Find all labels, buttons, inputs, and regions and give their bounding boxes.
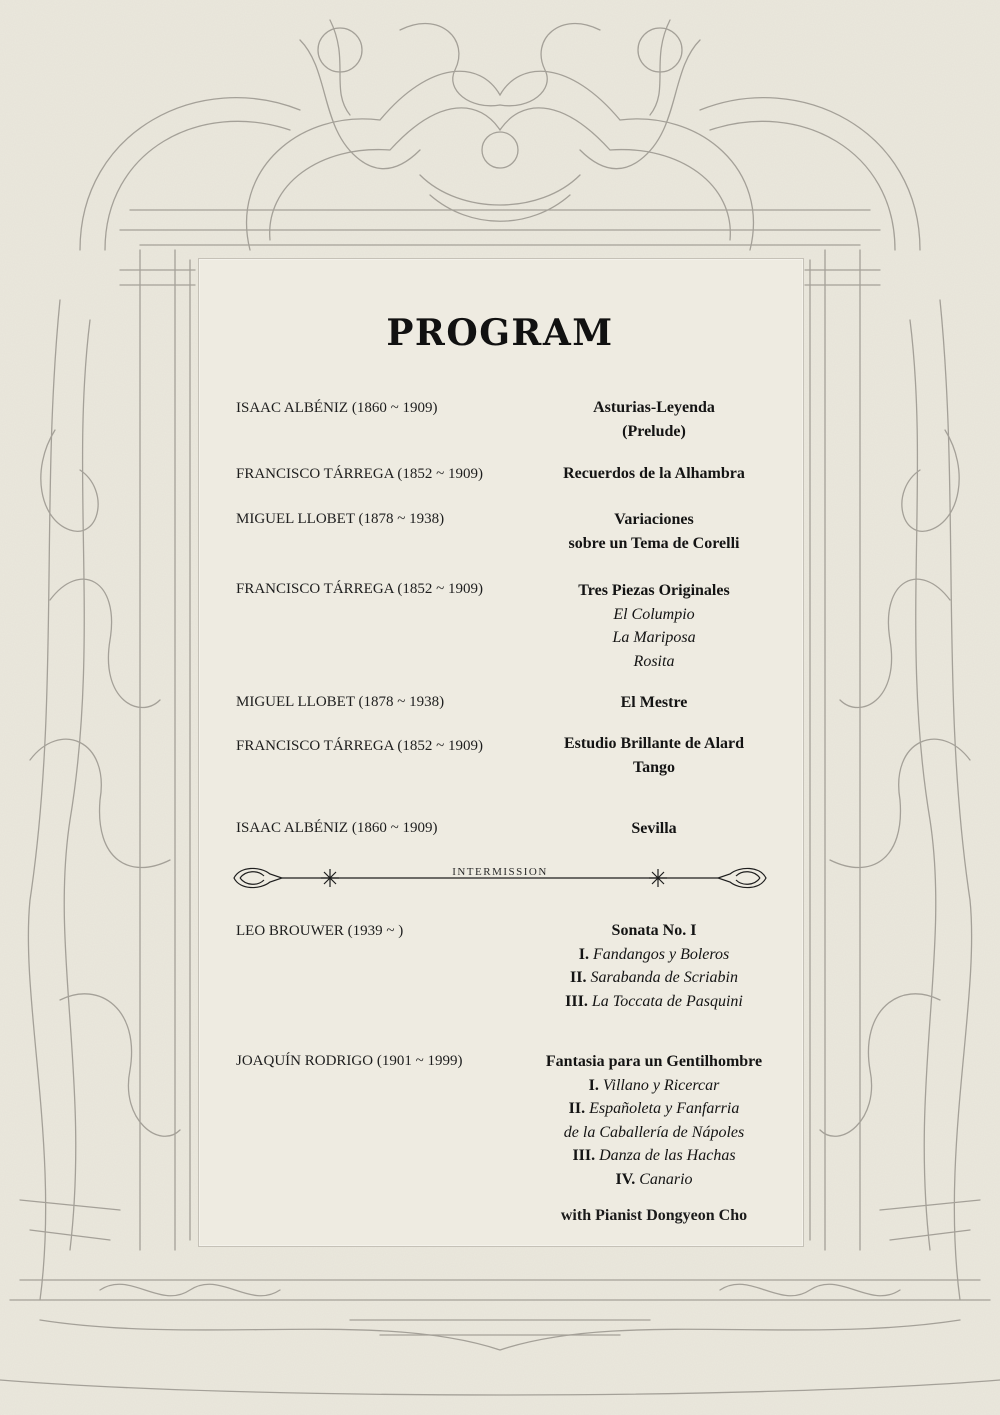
composer-line: LEO BROUWER (1939 ~ )	[236, 923, 404, 939]
work-title: Variaciones	[614, 511, 694, 528]
work-title: Estudio Brillante de Alard	[563, 735, 745, 752]
work-subtitle: de la Caballería de Nápoles	[563, 1123, 745, 1141]
composer-line: MIGUEL LLOBET (1878 ~ 1938)	[236, 694, 445, 710]
page-title: PROGRAM	[386, 312, 614, 354]
work-subtitle: Rosita	[633, 652, 675, 670]
movement-title: Sarabanda de Scriabin	[590, 969, 738, 986]
composer-line: FRANCISCO TÁRREGA (1852 ~ 1909)	[236, 466, 484, 482]
works-block	[520, 579, 788, 673]
movement-title: Españoleta y Fanfarria	[589, 1100, 740, 1117]
works-block	[520, 1050, 788, 1191]
works-block	[520, 691, 788, 715]
movement-line	[520, 966, 788, 990]
work-title: Sonata No. I	[611, 922, 697, 939]
movement-line	[520, 1144, 788, 1168]
work-title: (Prelude)	[622, 422, 686, 440]
movement-title: Canario	[639, 1170, 693, 1188]
composer-line: FRANCISCO TÁRREGA (1852 ~ 1909)	[236, 581, 484, 597]
work-subtitle: El Columpio	[613, 605, 695, 623]
work-title: Asturias-Leyenda	[593, 399, 715, 416]
movement-number: III.	[565, 992, 588, 1010]
movement-number: III.	[572, 1147, 596, 1164]
movement-line	[520, 1168, 788, 1192]
composer-line: ISAAC ALBÉNIZ (1860 ~ 1909)	[236, 820, 438, 836]
work-title: Tango	[632, 758, 676, 776]
work-title: El Mestre	[620, 694, 688, 711]
works-block	[520, 817, 788, 841]
movement-number: I.	[578, 945, 589, 963]
work-subtitle: La Mariposa	[612, 629, 696, 646]
composer-line: ISAAC ALBÉNIZ (1860 ~ 1909)	[236, 400, 438, 416]
works-block	[520, 462, 788, 486]
movement-line	[520, 1074, 788, 1098]
work-title: Fantasia para un Gentilhombre	[545, 1053, 763, 1070]
work-title: Tres Piezas Originales	[578, 582, 730, 599]
composer-line: JOAQUÍN RODRIGO (1901 ~ 1999)	[236, 1053, 463, 1069]
composer-line: FRANCISCO TÁRREGA (1852 ~ 1909)	[236, 738, 484, 754]
work-title: Sevilla	[631, 820, 677, 837]
movement-line	[520, 1097, 788, 1121]
intermission-divider	[230, 858, 770, 898]
works-block	[520, 396, 788, 443]
performer-note: with Pianist Dongyeon Cho	[560, 1207, 748, 1224]
movement-title: Fandangos y Boleros	[592, 945, 730, 963]
work-title: sobre un Tema de Corelli	[568, 534, 740, 552]
movement-title: La Toccata de Pasquini	[591, 992, 743, 1010]
movement-title: Villano y Ricercar	[602, 1076, 720, 1094]
works-block	[520, 508, 788, 555]
movement-line	[520, 990, 788, 1014]
works-block	[520, 919, 788, 1013]
composer-line: MIGUEL LLOBET (1878 ~ 1938)	[236, 511, 445, 527]
movement-number: II.	[568, 1100, 586, 1117]
movement-number: II.	[570, 969, 587, 986]
movement-number: IV.	[615, 1170, 636, 1188]
movement-line	[520, 943, 788, 967]
intermission-label: INTERMISSION	[452, 866, 548, 878]
works-block	[520, 732, 788, 779]
movement-number: I.	[588, 1076, 599, 1094]
work-title: Recuerdos de la Alhambra	[563, 465, 745, 482]
movement-title: Danza de las Hachas	[599, 1147, 736, 1164]
